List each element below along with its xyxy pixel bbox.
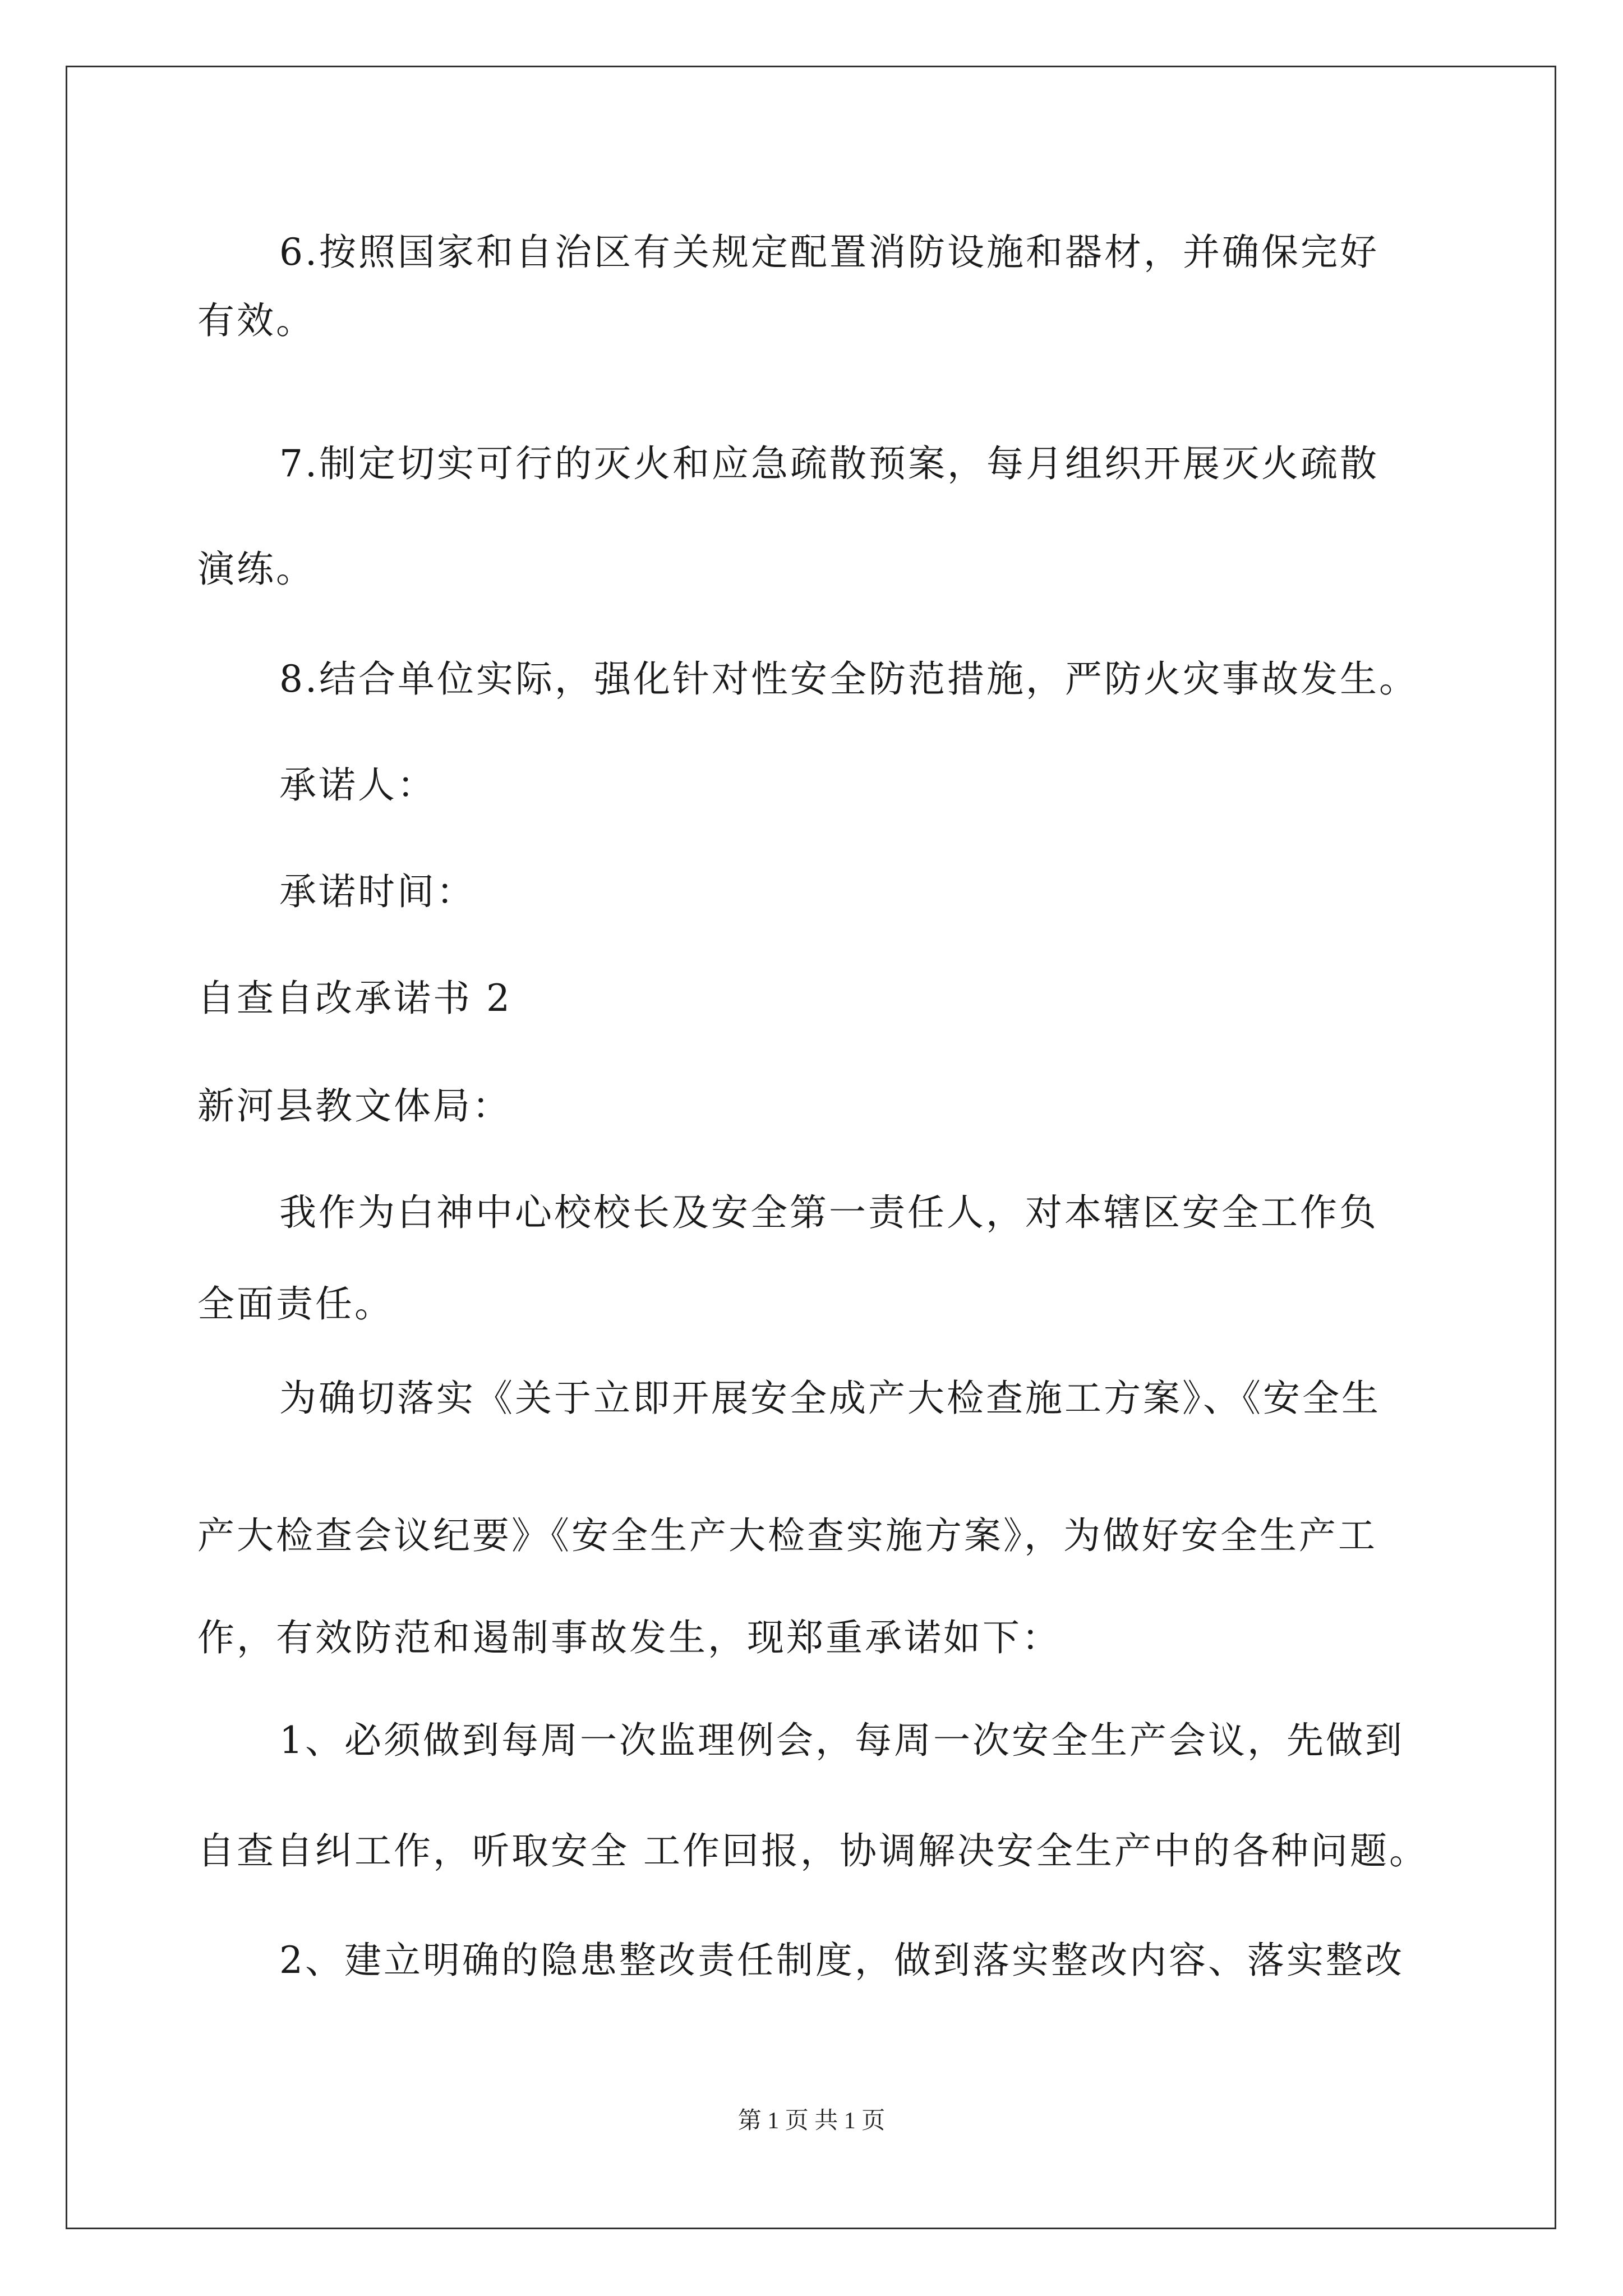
- paragraph-line: 产大检查会议纪要》《安全生产大检查实施方案》，为做好安全生产工: [197, 1514, 1377, 1557]
- paragraph-line: 1、必须做到每周一次监理例会，每周一次安全生产会议，先做到: [279, 1719, 1404, 1762]
- signatory-label: 承诺人：: [279, 763, 436, 807]
- paragraph-line: 2、建立明确的隐患整改责任制度，做到落实整改内容、落实整改: [279, 1939, 1404, 1982]
- paragraph-line: 8.结合单位实际，强化针对性安全防范措施，严防火灾事故发生。: [279, 657, 1418, 701]
- paragraph-line: 自查自纠工作，听取安全 工作回报，协调解决安全生产中的各种问题。: [197, 1829, 1428, 1872]
- paragraph-line: 有效。: [197, 299, 315, 342]
- addressee: 新河县教文体局：: [197, 1084, 511, 1128]
- section-title: 自查自改承诺书 2: [197, 977, 512, 1020]
- paragraph-line: 全面责任。: [197, 1282, 394, 1326]
- page-number-footer: 第 1 页 共 1 页: [737, 2108, 886, 2134]
- date-label: 承诺时间：: [279, 870, 476, 913]
- paragraph-line: 作，有效防范和遏制事故发生，现郑重承诺如下：: [197, 1616, 1061, 1659]
- paragraph-line: 7.制定切实可行的灭火和应急疏散预案，每月组织开展灭火疏散: [279, 442, 1379, 485]
- paragraph-line: 6.按照国家和自治区有关规定配置消防设施和器材，并确保完好: [279, 231, 1379, 274]
- paragraph-line: 为确切落实《关于立即开展安全成产大检查施工方案》、《安全生: [279, 1377, 1381, 1420]
- paragraph-line: 我作为白神中心校校长及安全第一责任人，对本辖区安全工作负: [279, 1191, 1378, 1234]
- page-border: [66, 66, 1556, 2229]
- paragraph-line: 演练。: [197, 547, 315, 591]
